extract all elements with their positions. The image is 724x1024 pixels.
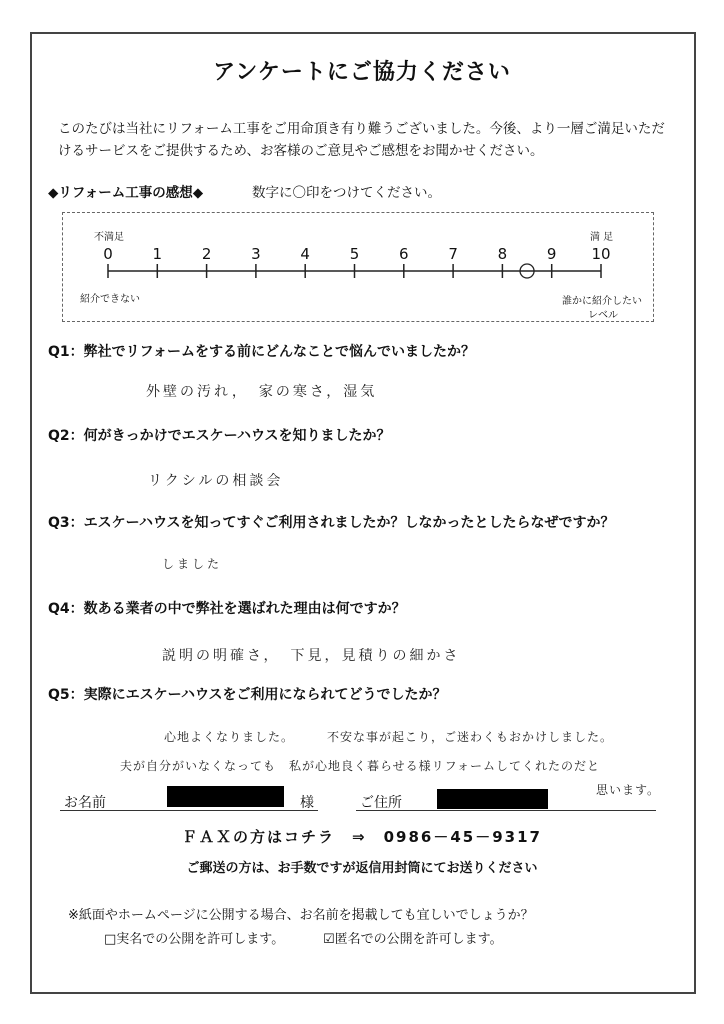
name-label: お名前 [64, 795, 106, 811]
section-instruction: 数字に〇印をつけてください。 [252, 185, 441, 201]
answer-3: しました [162, 557, 223, 571]
scale-tick-label: 2 [201, 245, 212, 263]
option-real-name[interactable]: □実名での公開を許可します。 [104, 932, 285, 947]
scale-left-bottom-label: 紹介できない [80, 294, 140, 305]
answer-1: 外壁の汚れ， 家の寒さ，湿気 [146, 384, 378, 400]
scale-right-bottom-label-1: 誰かに紹介したい [562, 296, 642, 307]
option-anonymous[interactable]: ☑匿名での公開を許可します。 [323, 932, 503, 947]
name-suffix: 様 [300, 795, 314, 811]
name-redaction [167, 786, 284, 807]
address-label: ご住所 [360, 795, 402, 811]
permission-note: ※紙面やホームページに公開する場合、お名前を掲載しても宜しいでしょうか？ [68, 908, 534, 923]
answer-4: 説明の明確さ， 下見，見積りの細かさ [162, 648, 461, 664]
fax-info: ＦＡＸの方はコチラ ⇒ 0986－45－9317 [182, 828, 542, 846]
scale-left-top-label: 不満足 [94, 232, 124, 243]
question-2: Q2：何がきっかけでエスケーハウスを知りましたか？ [48, 428, 391, 444]
question-5: Q5：実際にエスケーハウスをご利用になられてどうでしたか？ [48, 687, 447, 703]
question-3: Q3：エスケーハウスを知ってすぐご利用されましたか？しなかったとしたらなぜですか？ [48, 515, 615, 531]
intro-text: このたびは当社にリフォーム工事をご用命頂き有り難うございました。今後、より一層ご満足いただけるサービスをご提供するため、お客様のご意見やご感想をお聞かせください。 [58, 121, 665, 159]
answer-5-line-2: 夫が自分がいなくなっても 私が心地良く暮らせる様リフォームしてくれたのだと [120, 759, 601, 773]
scale-right-bottom-label-2: レベル [588, 310, 618, 321]
survey-title: アンケートにご協力ください [213, 60, 511, 85]
mail-info: ご郵送の方は、お手数ですが返信用封筒にてお送りください [186, 861, 538, 876]
address-underline [356, 810, 656, 811]
scale-tick-label: 1 [152, 245, 163, 263]
scale-tick-label: 5 [349, 245, 360, 263]
scale-tick-label: 8 [497, 245, 508, 263]
answer-5-line-1: 心地よくなりました。 不安な事が起こり，ご迷わくもおかけしました。 [164, 730, 614, 744]
address-redaction [437, 789, 548, 809]
scale-tick-label: 4 [300, 245, 310, 263]
question-4: Q4：数ある業者の中で弊社を選ばれた理由は何ですか？ [48, 601, 406, 617]
answer-5-line-3: 思います。 [596, 783, 661, 797]
scale-tick-label: 7 [448, 245, 458, 263]
scale-tick-label: 0 [103, 245, 113, 263]
scale-right-top-label: 満 足 [590, 232, 614, 243]
scale-tick-label: 9 [546, 245, 557, 263]
question-1: Q1：弊社でリフォームをする前にどんなことで悩んでいましたか？ [48, 344, 475, 360]
answer-2: リクシルの相談会 [148, 473, 284, 489]
scale-tick-label: 6 [399, 245, 409, 263]
scale-tick-label: 10 [591, 245, 611, 263]
section-label: ◆リフォーム工事の感想◆ [48, 185, 204, 201]
scale-tick-label: 3 [251, 245, 261, 263]
name-underline [60, 810, 318, 811]
